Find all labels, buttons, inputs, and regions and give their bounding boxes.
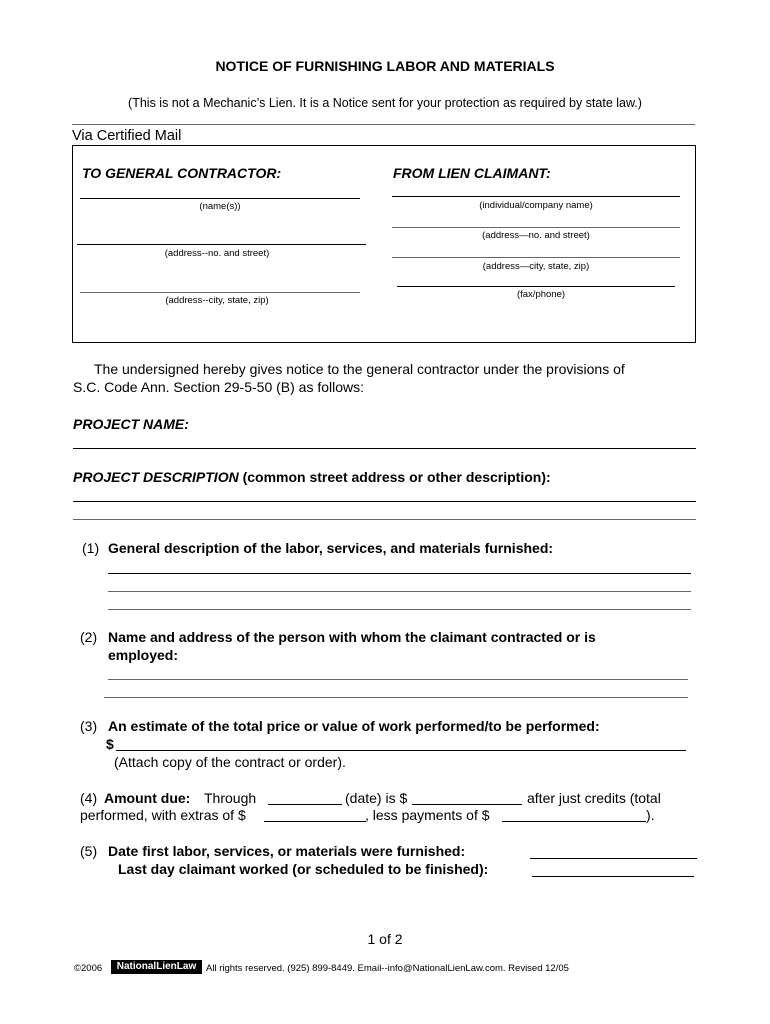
from-phone-caption: (fax/phone) <box>516 289 566 300</box>
project-description-field-1[interactable] <box>73 501 696 502</box>
from-street-caption: (address—no. and street) <box>482 230 590 241</box>
item5-first-date-field[interactable] <box>530 858 697 859</box>
item4-through: Through <box>204 790 257 806</box>
item5-number: (5) <box>80 843 98 859</box>
item3-dollar: $ <box>106 736 114 752</box>
document-title: NOTICE OF FURNISHING LABOR AND MATERIALS <box>215 58 555 74</box>
item2-label-line-1: Name and address of the person with whom the claimant contracted or is <box>108 629 596 645</box>
project-description-title: PROJECT DESCRIPTION <box>73 469 239 485</box>
item4-amount-field[interactable] <box>412 804 522 805</box>
page-number: 1 of 2 <box>367 931 403 947</box>
copyright: ©2006 <box>74 963 103 974</box>
item4-label: Amount due: <box>104 790 191 806</box>
item4-number: (4) <box>80 790 98 806</box>
item2-field-2[interactable] <box>104 697 688 698</box>
project-description-label <box>73 469 551 487</box>
to-city-caption: (address--city, state, zip) <box>165 295 269 306</box>
item1-field-3[interactable] <box>108 609 691 610</box>
item5-last-label: Last day claimant worked (or scheduled to be finished): <box>118 861 489 877</box>
item4-extras-field[interactable] <box>264 821 366 822</box>
from-name-caption: (individual/company name) <box>479 200 593 211</box>
from-name-field[interactable] <box>392 196 680 197</box>
project-name-label: PROJECT NAME: <box>73 416 189 432</box>
from-phone-field[interactable] <box>397 286 675 287</box>
project-description-suffix: (common street address or other description): <box>238 469 551 485</box>
to-heading: TO GENERAL CONTRACTOR: <box>82 165 282 181</box>
item4-after: after just credits (total <box>527 790 661 806</box>
item3-label: An estimate of the total price or value of work performed/to be performed: <box>108 718 600 734</box>
to-street-caption: (address--no. and street) <box>164 248 270 259</box>
footer-rights: All rights reserved. (925) 899-8449. Email--info@NationalLienLaw.com. Revised 12/05 <box>206 963 569 974</box>
item4-payments-field[interactable] <box>502 821 646 822</box>
to-city-field[interactable] <box>80 292 360 293</box>
intro-line-2: S.C. Code Ann. Section 29-5-50 (B) as follows: <box>73 379 365 395</box>
document-subtitle: (This is not a Mechanic’s Lien. It is a Notice sent for your protection as required by state law.) <box>128 96 642 110</box>
to-names-caption: (name(s)) <box>199 201 241 212</box>
from-heading: FROM LIEN CLAIMANT: <box>393 165 551 181</box>
item3-note: (Attach copy of the contract or order). <box>114 754 346 770</box>
item4-end: ). <box>646 807 655 823</box>
item4-less: , less payments of $ <box>365 807 490 823</box>
from-street-field[interactable] <box>392 227 680 228</box>
item1-field-2[interactable] <box>108 591 691 592</box>
item2-number: (2) <box>80 629 98 645</box>
item3-number: (3) <box>80 718 98 734</box>
to-street-field[interactable] <box>77 244 366 245</box>
item1-field-1[interactable] <box>108 573 691 574</box>
via-certified-mail: Via Certified Mail <box>72 128 182 144</box>
item5-first-label: Date first labor, services, or materials were furnished: <box>108 843 466 859</box>
item1-label: General description of the labor, services, and materials furnished: <box>108 540 554 556</box>
item5-last-date-field[interactable] <box>532 876 694 877</box>
item2-label-line-2: employed: <box>108 647 179 663</box>
to-names-field[interactable] <box>80 198 360 199</box>
item3-amount-field[interactable] <box>116 750 686 751</box>
item4-date-field[interactable] <box>268 804 342 805</box>
project-name-field[interactable] <box>73 448 696 449</box>
item4-date-is: (date) is $ <box>345 790 408 806</box>
project-description-field-2[interactable] <box>73 519 696 520</box>
item1-number: (1) <box>82 540 100 556</box>
nationallienlaw-logo: NationalLienLaw <box>111 960 202 974</box>
intro-line-1: The undersigned hereby gives notice to the general contractor under the provisions of <box>94 361 625 377</box>
item4-performed: performed, with extras of $ <box>80 807 246 823</box>
header-rule <box>72 124 695 125</box>
from-city-field[interactable] <box>392 257 680 258</box>
from-city-caption: (address—city, state, zip) <box>482 261 590 272</box>
item2-field-1[interactable] <box>108 679 688 680</box>
